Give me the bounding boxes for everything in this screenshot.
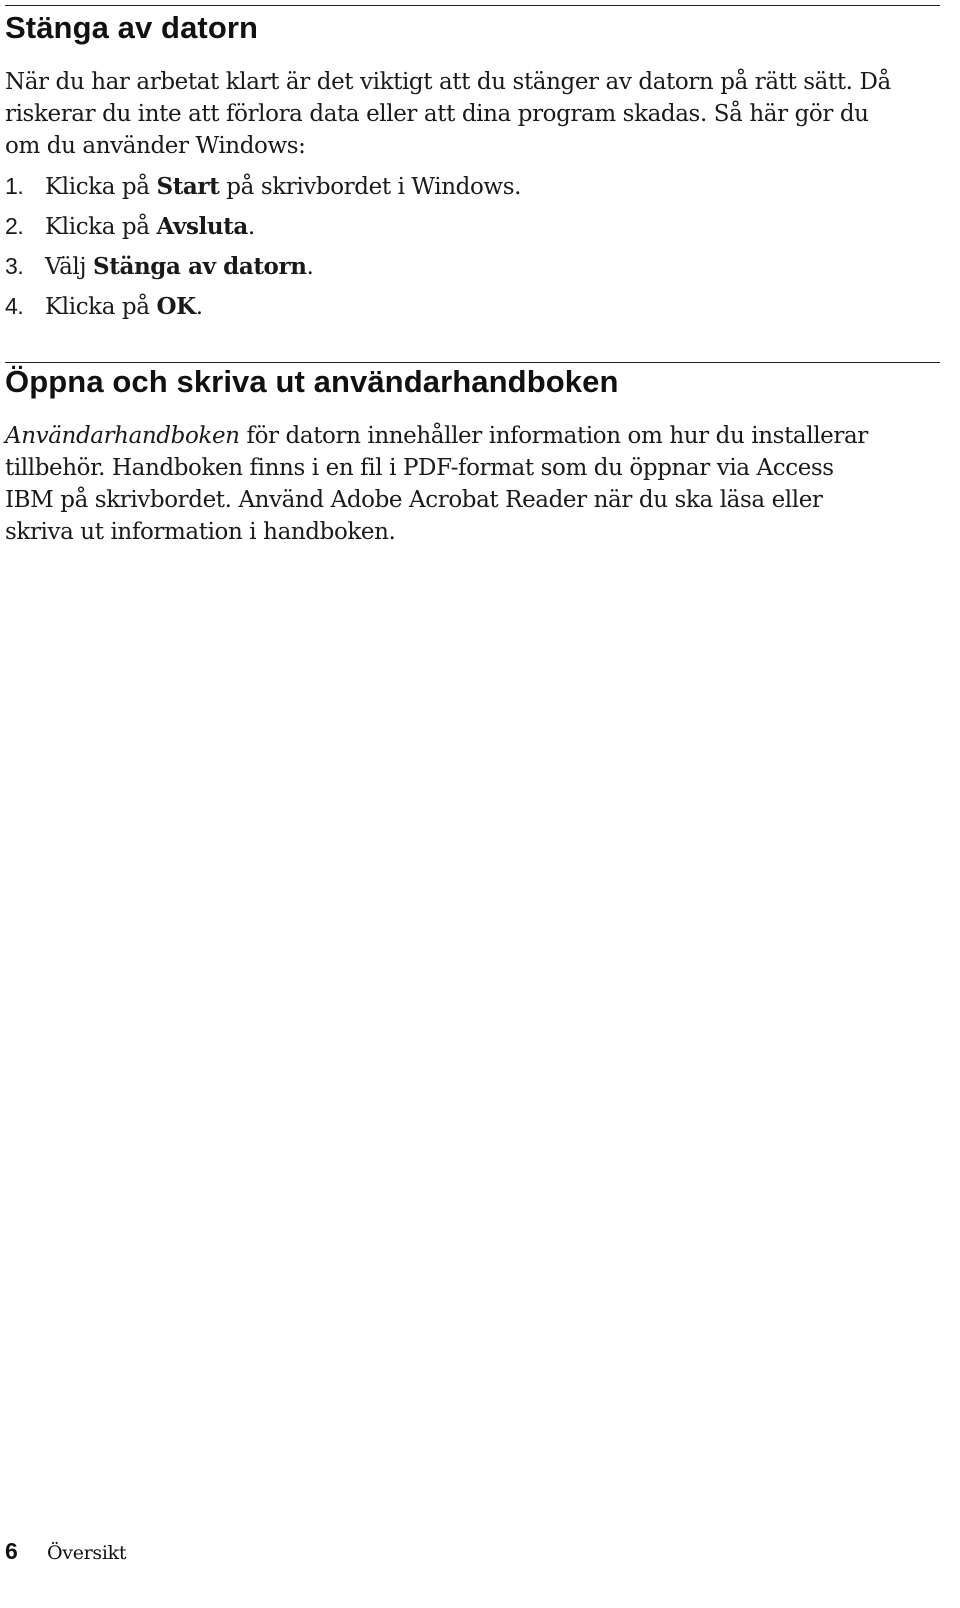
step-text: . <box>247 214 255 240</box>
step-item <box>5 210 521 250</box>
shutdown-steps-list <box>5 170 521 330</box>
step-text: Klicka på <box>45 214 157 240</box>
user-guide-paragraph <box>5 420 930 548</box>
step-text: Klicka på <box>45 174 157 200</box>
step-text: Välj <box>45 254 94 280</box>
guide-line: IBM på skrivbordet. Använd Adobe Acrobat Reader när du ska läsa eller <box>5 487 823 513</box>
step-text: Klicka på <box>45 294 157 320</box>
step-number: 4. <box>5 293 24 319</box>
step-item <box>5 290 521 330</box>
step-ui-term: Stänga av datorn <box>93 253 307 280</box>
section-heading-shutdown: Stänga av datorn <box>5 10 259 45</box>
step-number: 2. <box>5 213 24 239</box>
intro-line: När du har arbetat klart är det viktigt att du stänger av datorn på rätt sätt. Då <box>5 69 891 95</box>
step-ui-term: Avsluta <box>156 213 248 240</box>
guide-line <box>5 420 930 452</box>
intro-line: om du använder Windows: <box>5 133 306 159</box>
step-number: 1. <box>5 173 24 199</box>
step-ui-term: OK <box>156 293 196 320</box>
top-rule <box>5 5 940 6</box>
footer-section-name: Översikt <box>47 1542 127 1564</box>
step-text: på skrivbordet i Windows. <box>219 174 522 200</box>
guide-title-italic: Användarhandboken <box>5 423 240 449</box>
intro-line: riskerar du inte att förlora data eller att dina program skadas. Så här gör du <box>5 101 869 127</box>
step-item <box>5 170 521 210</box>
step-number: 3. <box>5 253 24 279</box>
shutdown-intro-paragraph <box>5 66 930 162</box>
step-item <box>5 250 521 290</box>
section-rule <box>5 362 940 363</box>
guide-line: tillbehör. Handboken finns i en fil i PDF-format som du öppnar via Access <box>5 455 834 481</box>
guide-line: skriva ut information i handboken. <box>5 519 396 545</box>
page-footer <box>5 1538 126 1565</box>
step-text: . <box>306 254 314 280</box>
step-text: . <box>195 294 203 320</box>
step-ui-term: Start <box>156 173 220 200</box>
page-number: 6 <box>5 1538 18 1564</box>
guide-line-rest: för datorn innehåller information om hur du installerar <box>239 423 868 449</box>
section-heading-user-guide: Öppna och skriva ut användarhandboken <box>5 364 619 399</box>
